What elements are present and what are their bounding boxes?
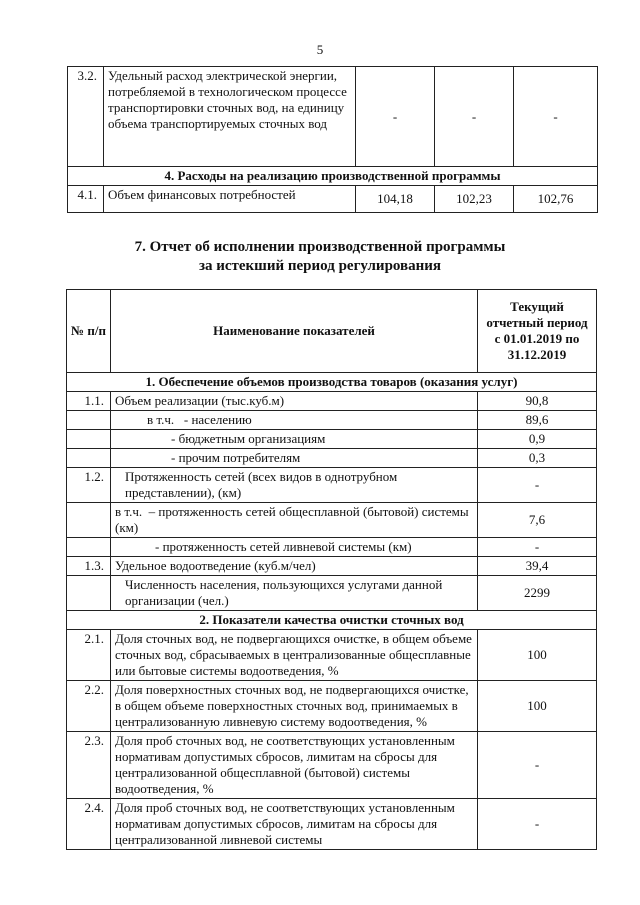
value-cell: 0,3: [478, 449, 597, 468]
row-number: 2.1.: [67, 630, 111, 681]
value-cell: 89,6: [478, 411, 597, 430]
row-number: 3.2.: [68, 67, 104, 167]
row-number: 4.1.: [68, 186, 104, 213]
row-number: 2.4.: [67, 799, 111, 850]
indicator-name: Доля проб сточных вод, не соответствующих установленным нормативам допустимых сбросов, лимитам на сбросы для централизованной общесплавной (бытовой) системы водоотведения, %: [111, 732, 478, 799]
report-heading-line1: 7. Отчет об исполнении производственной программы: [134, 239, 506, 255]
indicator-name: Удельный расход электрической энергии, потребляемой в технологическом процессе транспортировки сточных вод, на единицу объема транспортируемых сточных вод: [104, 67, 356, 167]
table-row: [68, 67, 598, 167]
table-row: [67, 430, 597, 449]
value-cell: -: [478, 538, 597, 557]
section-row: [68, 167, 598, 186]
indicator-name: Численность населения, пользующихся услугами данной организации (чел.): [111, 576, 478, 611]
table-row: [67, 557, 597, 576]
value-cell: 7,6: [478, 503, 597, 538]
row-number: [67, 576, 111, 611]
value-cell: 104,18: [356, 186, 435, 213]
table-row: [67, 576, 597, 611]
header-name: Наименование показателей: [111, 290, 478, 373]
value-cell: 90,8: [478, 392, 597, 411]
value-cell: 2299: [478, 576, 597, 611]
value-cell: -: [478, 799, 597, 850]
row-number: [67, 538, 111, 557]
value-cell: -: [478, 468, 597, 503]
report-heading-line2: за истекший период регулирования: [198, 258, 442, 274]
row-number: 1.3.: [67, 557, 111, 576]
indicator-name: Доля проб сточных вод, не соответствующих установленным нормативам допустимых сбросов, лимитам на сбросы для централизованной ливневой системы: [111, 799, 478, 850]
table-row: [67, 503, 597, 538]
value-cell: 39,4: [478, 557, 597, 576]
indicator-name: в т.ч. - населению: [111, 411, 478, 430]
indicator-name: Доля сточных вод, не подвергающихся очистке, в общем объеме сточных вод, сбрасываемых в централизованные общесплавные или бытовые системы водоотведения, %: [111, 630, 478, 681]
value-cell: -: [514, 67, 598, 167]
table-row: [67, 538, 597, 557]
header-num: № п/п: [67, 290, 111, 373]
section-title: 1. Обеспечение объемов производства товаров (оказания услуг): [67, 373, 597, 392]
indicator-name: Доля поверхностных сточных вод, не подвергающихся очистке, в общем объеме поверхностных сточных вод, принимаемых в централизованную ливневую систему водоотведения, %: [111, 681, 478, 732]
top-table: [67, 66, 598, 213]
value-cell: 100: [478, 681, 597, 732]
value-cell: 102,76: [514, 186, 598, 213]
row-number: [67, 411, 111, 430]
row-number: 1.2.: [67, 468, 111, 503]
section-title: 4. Расходы на реализацию производственной программы: [68, 167, 598, 186]
row-number: 1.1.: [67, 392, 111, 411]
section-title: 2. Показатели качества очистки сточных вод: [67, 611, 597, 630]
row-number: 2.2.: [67, 681, 111, 732]
indicator-name: Объем реализации (тыс.куб.м): [111, 392, 478, 411]
value-cell: 0,9: [478, 430, 597, 449]
indicator-name: Объем финансовых потребностей: [104, 186, 356, 213]
value-cell: 100: [478, 630, 597, 681]
indicator-name: - протяженность сетей ливневой системы (км): [111, 538, 478, 557]
indicator-name: Удельное водоотведение (куб.м/чел): [111, 557, 478, 576]
row-number: 2.3.: [67, 732, 111, 799]
indicator-name: в т.ч. – протяженность сетей общесплавной (бытовой) системы (км): [111, 503, 478, 538]
indicator-name: Протяженность сетей (всех видов в однотрубном представлении), (км): [111, 468, 478, 503]
table-row: [67, 411, 597, 430]
table-row: [67, 468, 597, 503]
table-row: [67, 732, 597, 799]
table-header: [67, 290, 597, 373]
row-number: [67, 430, 111, 449]
value-cell: 102,23: [435, 186, 514, 213]
indicator-name: - прочим потребителям: [111, 449, 478, 468]
table-row: [67, 392, 597, 411]
value-cell: -: [356, 67, 435, 167]
indicator-name: - бюджетным организациям: [111, 430, 478, 449]
row-number: [67, 503, 111, 538]
table-row: [67, 630, 597, 681]
page-number: 5: [316, 42, 324, 57]
value-cell: -: [478, 732, 597, 799]
section-row: [67, 373, 597, 392]
table-row: [67, 681, 597, 732]
header-period: Текущий отчетный период с 01.01.2019 по 31.12.2019: [478, 290, 597, 373]
row-number: [67, 449, 111, 468]
report-table: [66, 289, 597, 850]
section-row: [67, 611, 597, 630]
table-row: [67, 449, 597, 468]
table-row: [67, 799, 597, 850]
table-row: [68, 186, 598, 213]
value-cell: -: [435, 67, 514, 167]
